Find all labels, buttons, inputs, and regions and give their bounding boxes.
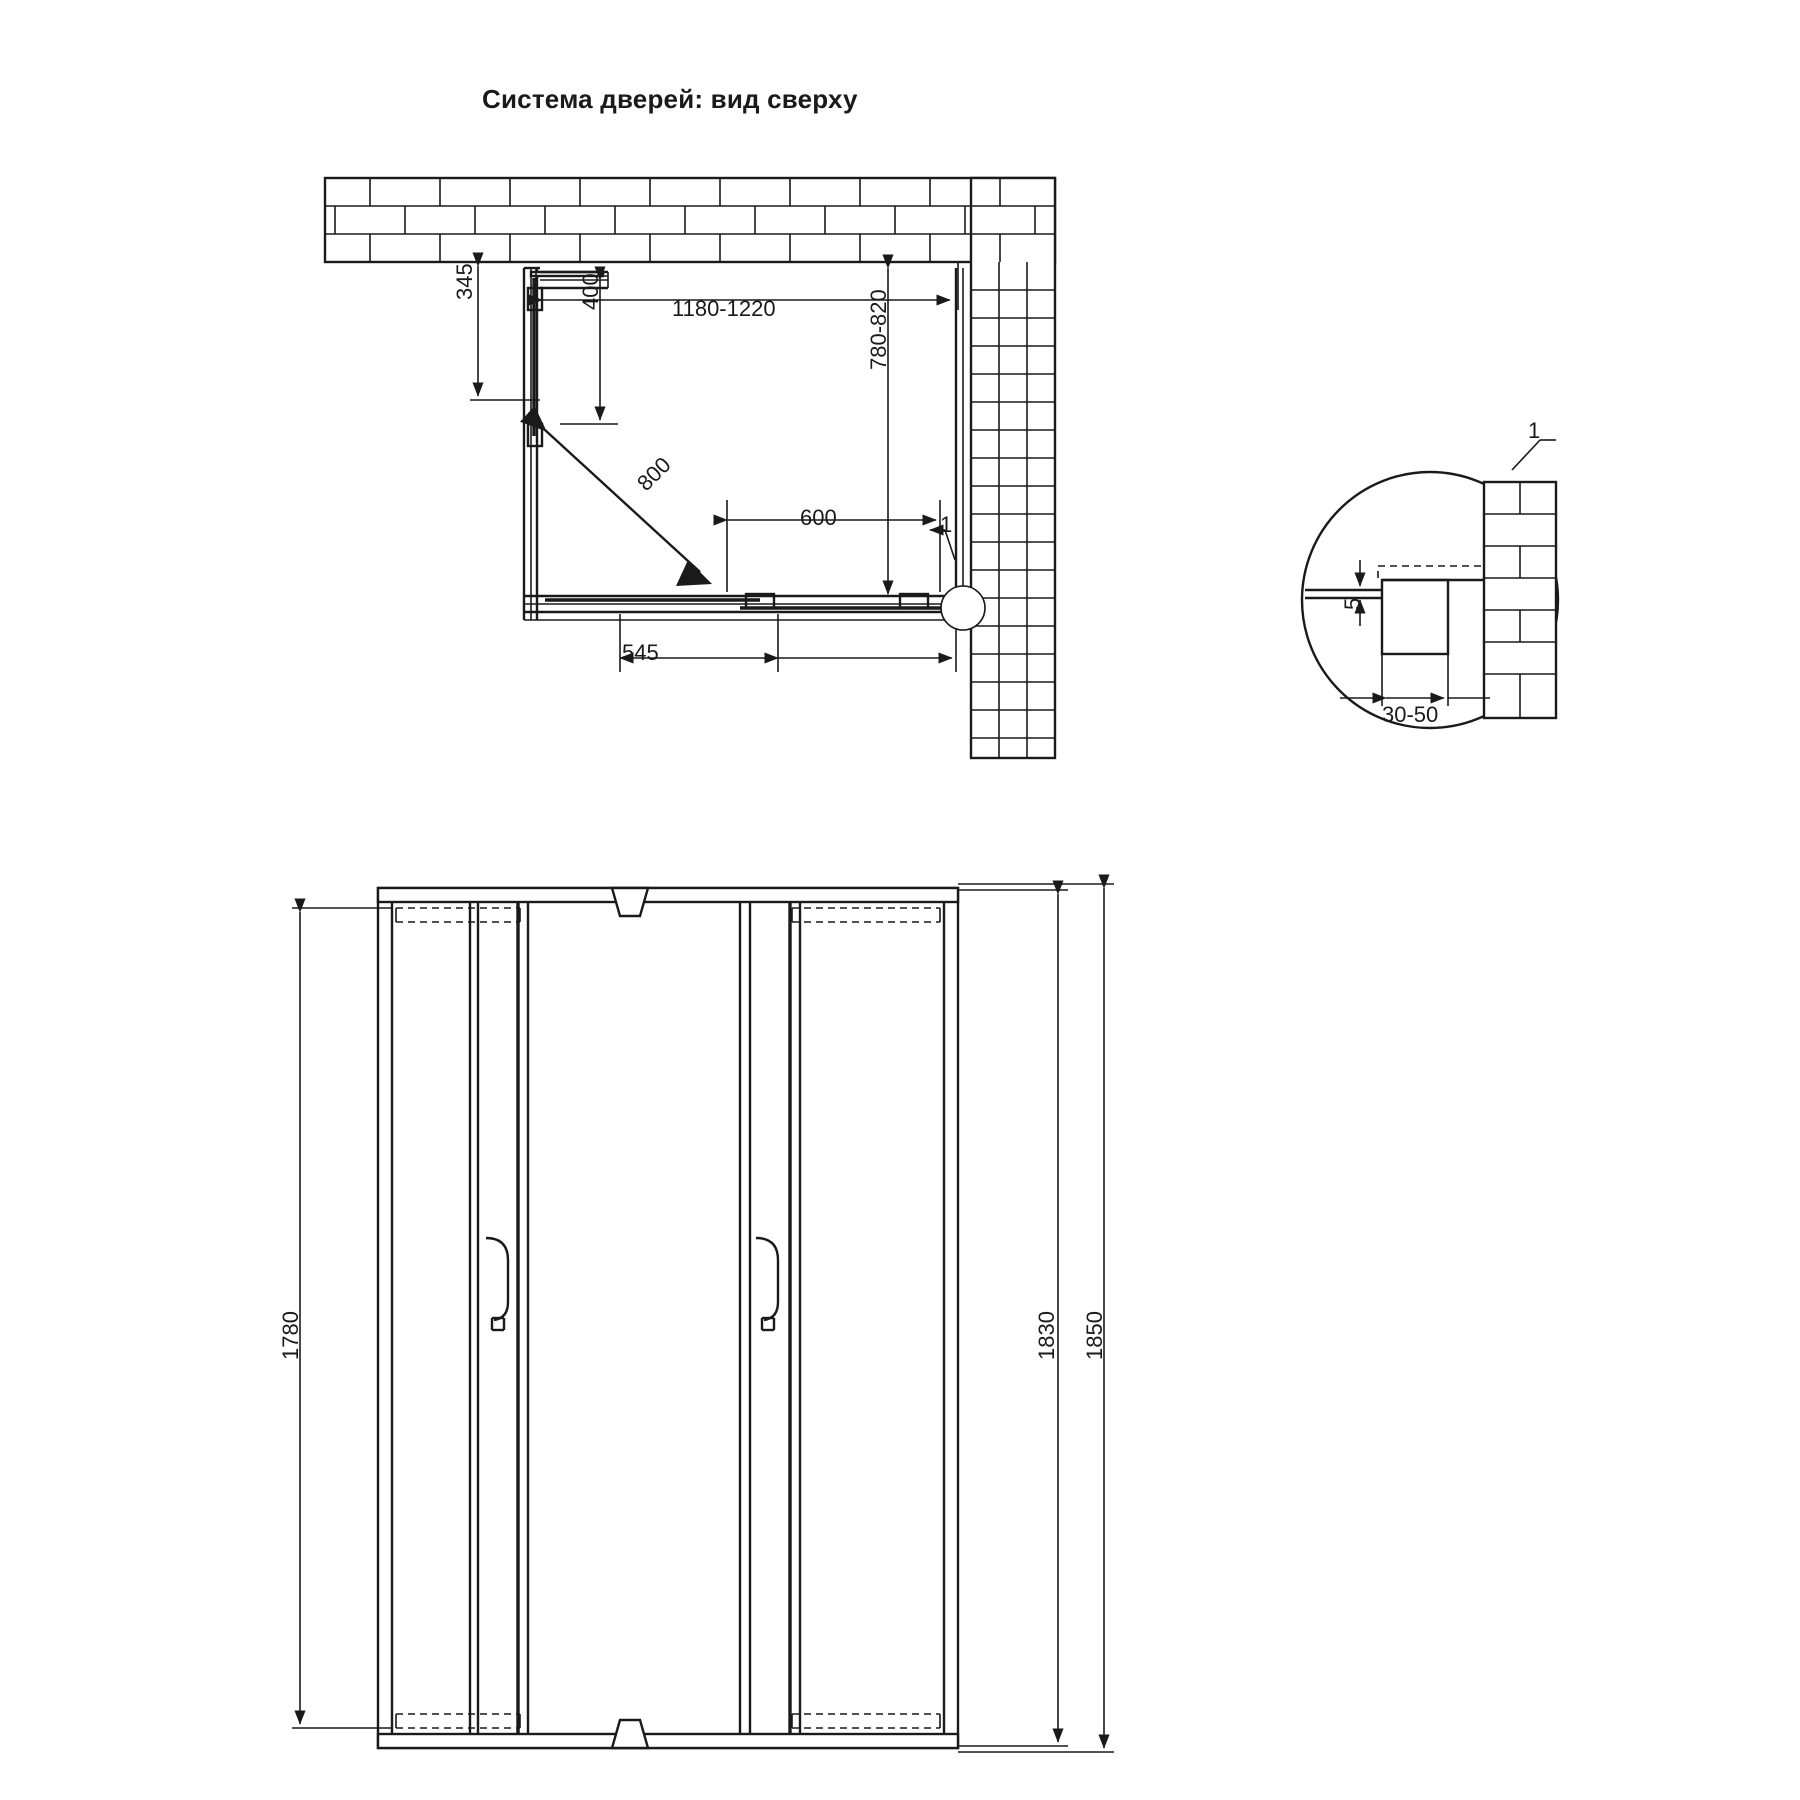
dim-frame-height: 1830 xyxy=(1034,1311,1059,1360)
front-view xyxy=(378,888,958,1748)
drawing-title: Система дверей: вид сверху xyxy=(482,84,858,114)
dim-gap-height: 5 xyxy=(1340,597,1365,610)
dim-glass-height: 1780 xyxy=(278,1311,303,1360)
dim-inner-span: 600 xyxy=(800,505,837,530)
dim-total-height: 1850 xyxy=(1082,1311,1107,1360)
front-view-dimensions xyxy=(292,884,1114,1752)
dim-sliding-panel: 545 xyxy=(622,640,659,665)
dim-door-panel-offset: 345 xyxy=(452,263,477,300)
top-view-dimensions xyxy=(470,262,985,672)
callout-detail-marker: 1 xyxy=(940,512,953,537)
dim-profile-width: 30-50 xyxy=(1382,702,1439,727)
dim-diagonal-opening: 800 xyxy=(632,452,676,496)
callout-detail-number: 1 xyxy=(1528,418,1541,443)
dim-door-panel-width: 400 xyxy=(578,273,603,310)
dim-depth-range: 780-820 xyxy=(866,289,891,370)
dim-width-range: 1180-1220 xyxy=(672,296,776,321)
detail-view xyxy=(1302,440,1558,728)
wall-brick-top xyxy=(325,178,1055,758)
